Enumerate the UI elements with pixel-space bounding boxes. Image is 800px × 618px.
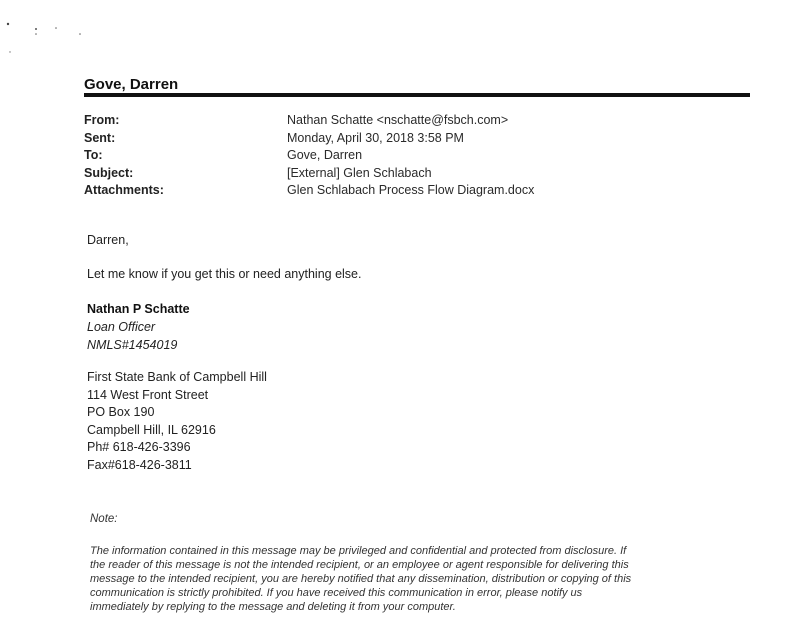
disclaimer-line: immediately by replying to the message and deleting it from your computer. bbox=[90, 601, 456, 613]
subject-value: [External] Glen Schlabach bbox=[287, 165, 432, 180]
signature-name: Nathan P Schatte bbox=[87, 302, 190, 316]
from-value: Nathan Schatte <nschatte@fsbch.com> bbox=[287, 113, 509, 127]
subject-label: Subject: bbox=[84, 165, 134, 180]
disclaimer-line: The information contained in this message may be privileged and confidential and protected from disclosure. If bbox=[90, 545, 627, 557]
phone-number: Ph# 618-426-3396 bbox=[87, 440, 191, 454]
email-message: Let me know if you get this or need anything else. bbox=[87, 267, 362, 281]
street-address: 114 West Front Street bbox=[87, 387, 209, 402]
city-state-zip: Campbell Hill, IL 62916 bbox=[87, 422, 216, 437]
bank-name: First State Bank of Campbell Hill bbox=[87, 370, 267, 384]
attachment-filename: Glen Schlabach Process Flow Diagram.docx bbox=[287, 183, 535, 197]
disclaimer-line: the reader of this message is not the intended recipient, or an employee or agent responsible for delivering this bbox=[90, 559, 629, 571]
signature-nmls: NMLS#1454019 bbox=[87, 338, 178, 352]
scan-specks bbox=[0, 0, 100, 60]
disclaimer-line: communication is strictly prohibited. If you have received this communication in error, please notify us bbox=[90, 587, 583, 599]
signature-title: Loan Officer bbox=[87, 320, 156, 334]
signature-address bbox=[87, 370, 267, 475]
email-greeting: Darren, bbox=[87, 233, 129, 247]
attachments-label: Attachments: bbox=[84, 183, 164, 197]
sent-value: Monday, April 30, 2018 3:58 PM bbox=[287, 130, 464, 145]
to-value: Gove, Darren bbox=[287, 148, 363, 162]
mailbox-owner-name: Gove, Darren bbox=[84, 76, 179, 93]
confidentiality-disclaimer bbox=[90, 544, 750, 614]
disclaimer-line: message to the intended recipient, you are hereby notified that any dissemination, distribution or copying of this bbox=[90, 573, 632, 585]
po-box: PO Box 190 bbox=[87, 405, 155, 419]
note-label: Note: bbox=[90, 513, 118, 525]
fax-number: Fax#618-426-3811 bbox=[87, 457, 192, 472]
header-rule bbox=[84, 93, 750, 97]
sent-label: Sent: bbox=[84, 130, 116, 145]
from-label: From: bbox=[84, 113, 120, 127]
to-label: To: bbox=[84, 148, 103, 162]
